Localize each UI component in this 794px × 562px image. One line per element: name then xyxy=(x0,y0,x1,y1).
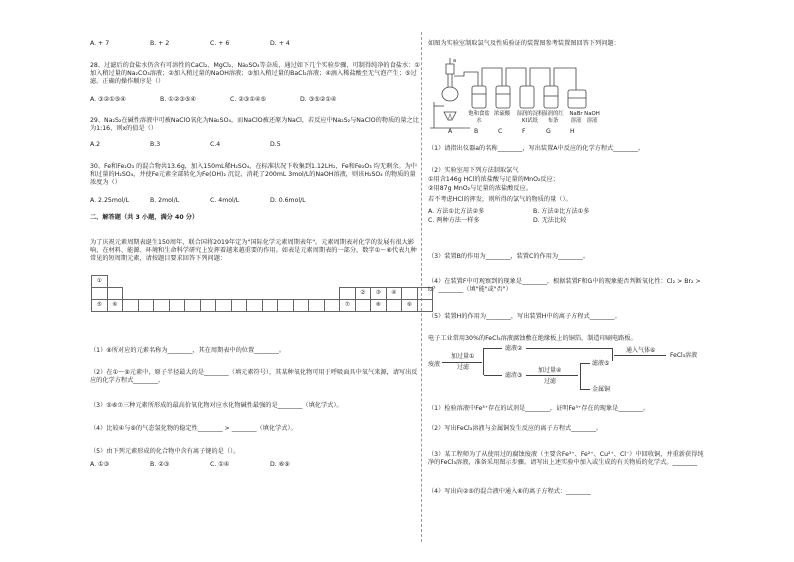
industry-q-1: （1）检验溶液中Fe³⁺存在的试剂是________，证明Fe³⁺存在的现象是________。 xyxy=(428,405,650,412)
section2-intro: 为了庆祝元素周期表诞生150周年，联合国将2019年定为"国际化学元素周期表年"。元素周期表对化学的发展有很大影响，在材料、能源、环境和生命科学研究上发挥着越来越重要的作用。如表是元素周期表的一部分，数字①～⑥代表九种常见的短周期元素，请按题目要求回答下列问题： xyxy=(90,239,417,262)
flow-branch-2 xyxy=(580,363,581,389)
flow-filter-2: 过滤 xyxy=(544,378,557,385)
flow-arrow-2 xyxy=(526,375,578,376)
reagent-1: 饱和食盐水 xyxy=(468,111,490,124)
q27-options xyxy=(90,40,290,48)
reagent-4: 湿润的红布条 xyxy=(542,111,564,124)
right-subq-2-options-2 xyxy=(428,217,566,225)
letter: H xyxy=(570,128,575,135)
section2-title: 二、解答题（共 3 小题，满分 40 分） xyxy=(90,214,199,221)
option: D. ③⑤②①④ xyxy=(300,96,337,103)
cell-9: ⑨ xyxy=(402,300,418,312)
flow-filtrate-1: 滤液② xyxy=(505,345,523,352)
option: A. ③②①⑤④ xyxy=(90,96,126,103)
label-a: a xyxy=(453,58,457,64)
letter: G xyxy=(546,128,551,135)
right-subq-5: （5）装置H的作用为________，写出装置H中的离子方程式________。 xyxy=(428,313,621,320)
option: B. ①②③⑤④ xyxy=(160,96,196,103)
subq-2: （2）在①～⑨元素中，原子半径最大的是________（填元素符号），其某种氧化物可用于呼吸面具中氧气来源，请写出反应的化学方程式________。 xyxy=(90,369,418,384)
flow-branch xyxy=(483,348,484,375)
right-subq-2-options-1 xyxy=(428,208,589,216)
cell-6: ⑥ xyxy=(107,300,123,312)
right-subq-2-title: （2）实验室用下列方法制取氯气 xyxy=(428,167,519,174)
option: C. ①④ xyxy=(210,461,230,468)
flow-filter: 过滤 xyxy=(457,364,470,371)
cell-4: ④ xyxy=(386,288,402,300)
option: D. 无法比较 xyxy=(533,217,567,224)
flow-merge-line xyxy=(526,348,613,361)
letter: B xyxy=(474,128,479,135)
option: A. 方法①比方法②多 xyxy=(428,208,485,215)
flow-residue-1: 滤渣③ xyxy=(505,372,523,379)
subq-5: （5）由下列元素形成的化合物中含有离子键的是（）。 xyxy=(90,448,240,455)
option: D.5 xyxy=(270,141,281,148)
option: B. 2mol/L xyxy=(150,197,180,204)
flow-arrow-3 xyxy=(580,363,590,364)
flow-product: FeCl₃溶液 xyxy=(670,352,698,359)
q28-options xyxy=(90,96,336,104)
cell-7: ⑦ xyxy=(340,300,356,312)
subq-3: （3）⑤⑥⑦三种元素所形成的最高价氧化物对应水化物碱性最强的是________（填化学式）。 xyxy=(90,402,343,409)
flow-step3: 通入气体⑥ xyxy=(626,347,656,354)
right-subq-2-line-1: ①用含146g HCl的浓盐酸与足量的MnO₂反应； xyxy=(428,176,559,183)
flow-start: 废液 xyxy=(428,361,441,368)
q30-options xyxy=(90,197,306,205)
option: C. 4mol/L xyxy=(210,197,240,204)
letter: A xyxy=(448,128,453,135)
periodic-table xyxy=(91,275,433,312)
reagent-3: 湿润的淀粉KI试纸 xyxy=(516,111,544,124)
q30-text: 30、Fe和Fe₂O₃ 的混合物共13.6g，加入150mL稀H₂SO₄，在标准状况下收集到1.12LH₂，Fe和Fe₂O₃ 均无剩余。为中和过量的H₂SO₄，并使Fe元素全部转化为Fe(OH)₂ 沉淀，消耗了200mL 3mol/L的NaOH溶液，则该H₂SO₄ 的物质的量浓度为（） xyxy=(90,163,417,186)
letters-row xyxy=(448,128,575,136)
letter: C xyxy=(498,128,503,135)
industry-q-3: （3）某工程师为了从使用过的腐蚀废液（主要含Fe³⁺、Fe²⁺、Cu²⁺、Cl⁻）中回收铜，并重新获得纯净的FeCl₃溶液，准备采用图示步骤。请写出上述实验中加入或生成的有关物质的化学式。________ xyxy=(428,451,704,466)
option: C.4 xyxy=(210,141,221,148)
letter: F xyxy=(522,128,526,135)
industry-q-2: （2）写出FeCl₃溶液与金属铜发生反应的离子方程式________。 xyxy=(428,425,603,432)
right-subq-2-line-3: 若不考虑HCl的挥发，则所得的氯气的物质的量（）。 xyxy=(428,196,572,203)
flow-arrow-up xyxy=(484,348,502,349)
right-subq-3: （3）装置B的作用为________，装置C的作用为________。 xyxy=(428,253,590,260)
cell-3: ③ xyxy=(371,288,387,300)
right-subq-2-line-2: ②用87g MnO₂与足量的浓盐酸反应。 xyxy=(428,185,532,192)
subq-1: （1）⑧所对应的元素名称为________，其在周期表中的位置________。 xyxy=(90,347,286,354)
option: A.2 xyxy=(90,141,101,148)
subq-4: （4）比较④与⑨的气态氢化物的稳定性________ > ________（填化学式）。 xyxy=(90,425,297,432)
option: D. + 4 xyxy=(270,40,290,47)
option: A. 2.25mol/L xyxy=(90,197,129,204)
option: A. + 7 xyxy=(90,40,110,47)
option: D. 0.6mol/L xyxy=(270,197,306,204)
option: B.3 xyxy=(150,141,161,148)
q29-text: 29、Na₂S₂在碱性溶液中可被NaClO氧化为Na₂SO₄，而NaClO被还原为NaCl，若反应中Na₂S₂与NaClO的物质的量之比为1:16，则x的值是（） xyxy=(90,117,419,132)
option: A. ①③ xyxy=(90,461,110,468)
subq5-options xyxy=(90,461,290,469)
option: D. ⑥⑨ xyxy=(270,461,290,468)
cell-2: ② xyxy=(355,288,371,300)
q28-text: 28、过滤后的食盐水仍含有可溶性的CaCl₂、MgCl₂、Na₂SO₄等杂质，通过如下几个实验步骤，可制得纯净的食盐水：①加入稍过量的Na₂CO₃溶液；②加入稍过量的NaOH溶液；③加入稍过量的BaCl₂溶液；④滴入稀盐酸至无气泡产生；⑤过滤。正确的操作顺序是（） xyxy=(90,62,420,85)
reagent-6: NaOH溶液 xyxy=(584,111,600,124)
flow-arrow-5 xyxy=(614,355,666,356)
flow-arrow-down xyxy=(484,375,502,376)
industry-q-4: （4）写出向②⑤的混合液中通入⑥的离子方程式：________ xyxy=(428,488,591,495)
option: B. 方法②比方法①多 xyxy=(533,208,590,215)
flow-arrow-1 xyxy=(442,362,482,363)
option: C. + 6 xyxy=(210,40,230,47)
reagent-2: 浓硫酸 xyxy=(494,111,511,117)
option: C. ②③①④⑤ xyxy=(230,96,266,103)
q29-options xyxy=(90,141,281,149)
flow-step1: 加过量① xyxy=(451,353,475,360)
option: B. + 2 xyxy=(150,40,170,47)
flow-step2: 加过量④ xyxy=(538,367,562,374)
flow-arrow-4 xyxy=(580,389,590,390)
reagent-5: NaBr溶液 xyxy=(569,111,583,124)
option: B. ②③ xyxy=(150,461,170,468)
industry-intro: 电子工业常用30%的FeCl₃溶液腐蚀敷在绝缘板上的铜箔，制造印刷电路板。 xyxy=(428,335,637,342)
cell-1: ① xyxy=(92,276,108,288)
cell-5: ⑤ xyxy=(92,300,108,312)
option: C. 两种方法一样多 xyxy=(428,217,480,224)
flow-filtrate-2: 滤液⑤ xyxy=(592,360,610,367)
right-subq-1: （1）请指出仪器a的名称________，写出装置A中反应的化学方程式________。 xyxy=(428,145,645,152)
right-intro: 如图为实验室制取氯气及性质验证的装置图参考装置图回答下列问题： xyxy=(428,40,620,47)
cell-8: ⑧ xyxy=(371,300,387,312)
right-subq-4: （4）在装置F中可观察到的现象是________，根据装置F和G中的现象能否判断氧化性：Cl₂ > Br₂ > I₂？________（填"能"或"否"） xyxy=(428,278,701,293)
flow-metal: 金属铜 xyxy=(592,386,611,393)
